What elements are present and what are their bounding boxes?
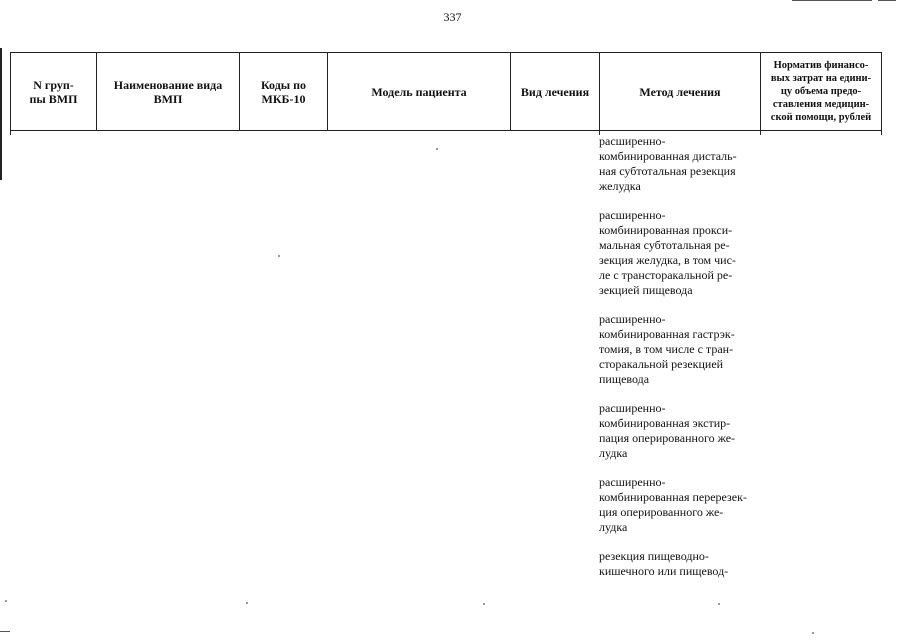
column-tick — [10, 131, 11, 135]
header-row — [11, 53, 882, 131]
col-header-group-number: N груп- пы ВМП — [11, 53, 97, 131]
page-number: 337 — [443, 10, 462, 24]
scan-speckle — [436, 148, 438, 150]
scan-speckle — [5, 600, 7, 602]
col-header-icd10-codes: Коды по МКБ-10 — [240, 53, 328, 131]
treatment-method-item: расширенно- комбинированная прокси- мальная субтотальная ре- зекция желудка, в том чис- ле с трансторакальной ре- зекцией пищевода — [599, 208, 736, 297]
treatment-method-item: расширенно- комбинированная экстир- пация оперированного же- лудка — [599, 401, 736, 460]
col-header-treatment-type: Вид лечения — [511, 53, 600, 131]
scan-speckle — [278, 255, 280, 257]
treatment-method-item: расширенно- комбинированная гастрэк- томия, в том числе с тран- сторакальной резекцией пищевода — [599, 312, 735, 386]
scan-speckle — [812, 632, 814, 634]
col-header-cost-standard: Норматив финансо- вых затрат на едини- цу объема предо- ставления медицин- ской помощи, рублей — [761, 53, 882, 131]
scan-speckle — [718, 603, 720, 605]
treatment-method-item: расширенно- комбинированная перерезек- ция оперированного же- лудка — [599, 475, 747, 534]
page-left-edge — [0, 48, 2, 180]
scan-speckle — [483, 603, 485, 605]
col-header-patient-model: Модель пациента — [328, 53, 511, 131]
scan-speckle — [246, 602, 248, 604]
col-header-treatment-method: Метод лечения — [600, 53, 761, 131]
column-tick — [881, 131, 882, 135]
table-header — [10, 52, 882, 131]
scan-line-bottom-left — [0, 631, 10, 632]
treatment-method-item: расширенно- комбинированная дисталь- ная субтотальная резекция желудка — [599, 134, 737, 193]
scan-line-top-right — [792, 0, 872, 1]
treatment-method-item: резекция пищеводно- кишечного или пищевод- — [599, 549, 729, 578]
treatment-method-list — [599, 134, 761, 593]
scan-line-top-right-short — [878, 0, 896, 1]
col-header-vmp-name: Наименование вида ВМП — [97, 53, 240, 131]
